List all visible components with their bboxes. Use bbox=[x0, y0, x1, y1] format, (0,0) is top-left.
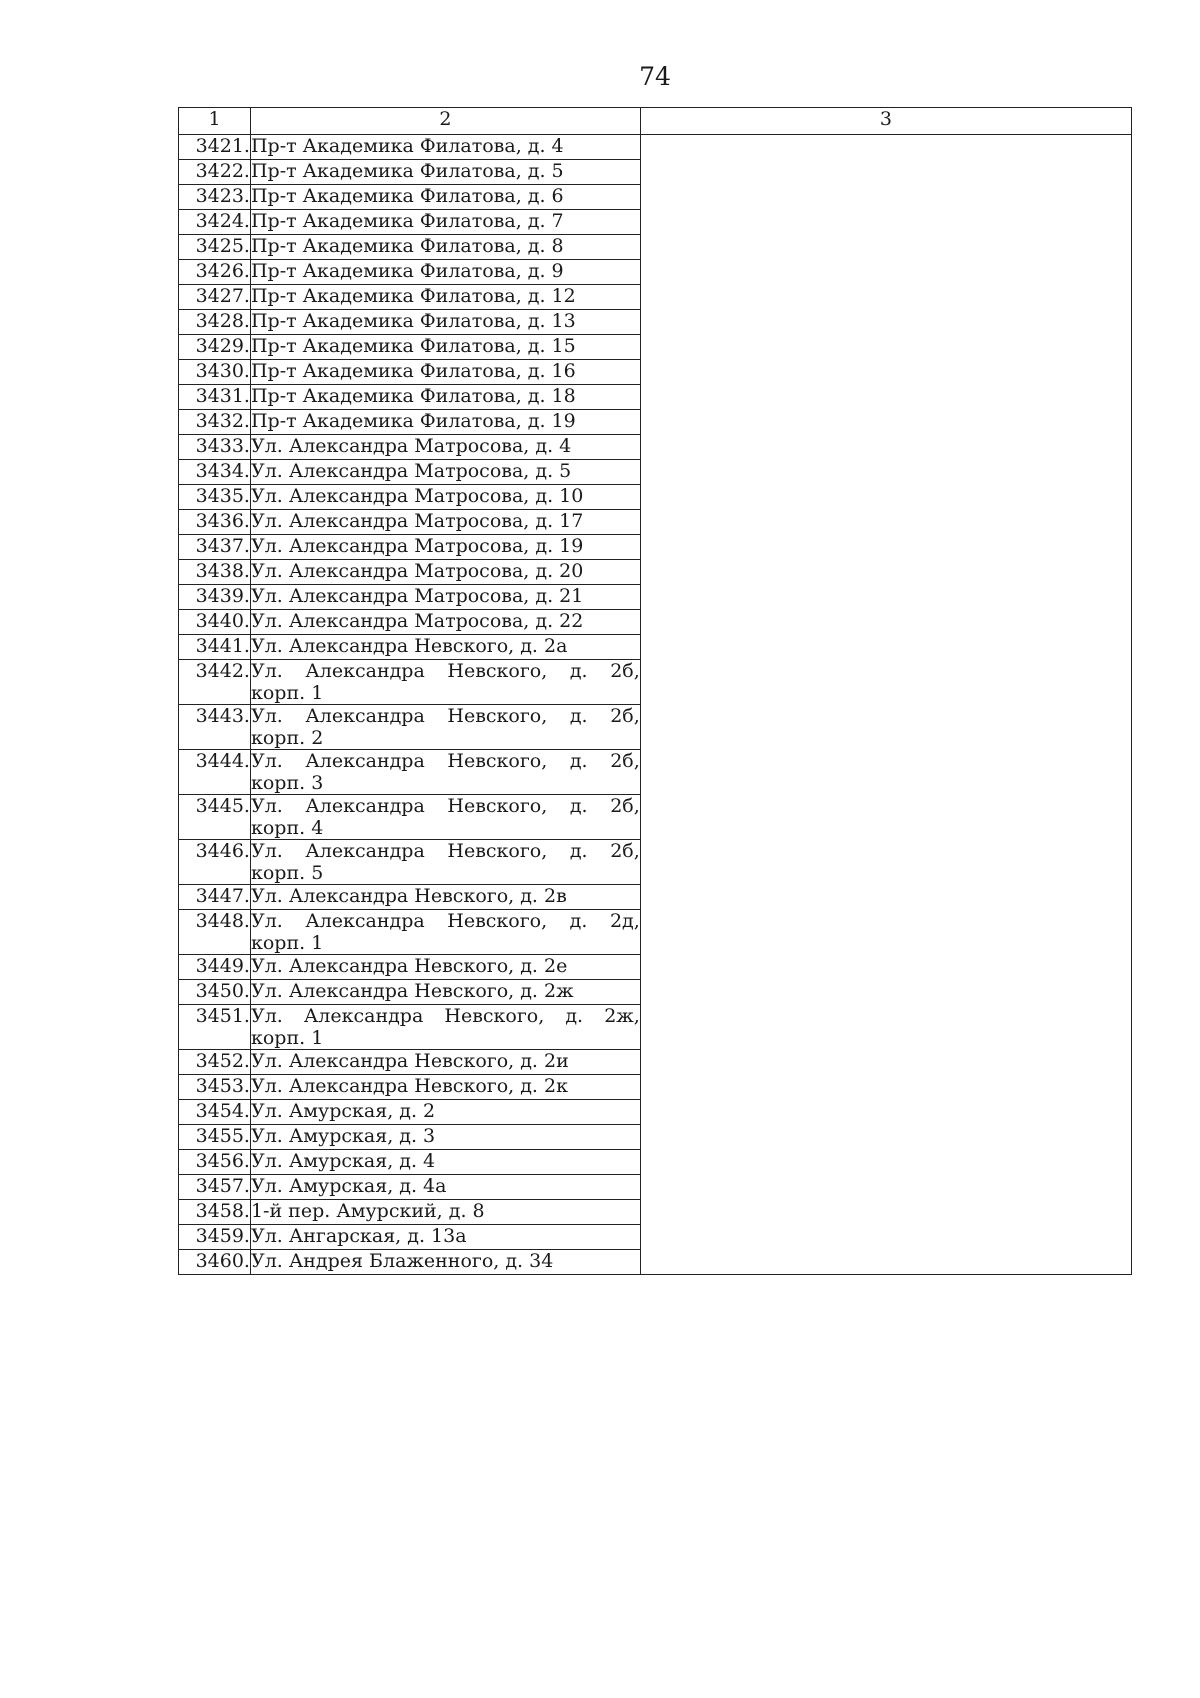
address-word: д. bbox=[569, 910, 588, 932]
address-word: д. bbox=[569, 705, 588, 727]
address-cell: Пр-т Академика Филатова, д. 15 bbox=[250, 335, 640, 360]
address-cell: Пр-т Академика Филатова, д. 4 bbox=[250, 135, 640, 160]
row-number: 3440. bbox=[179, 610, 251, 635]
address-word: Ул. bbox=[250, 660, 283, 682]
row-number: 3425. bbox=[179, 235, 251, 260]
address-cell: Пр-т Академика Филатова, д. 12 bbox=[250, 285, 640, 310]
table-body bbox=[179, 135, 1132, 1275]
row-number: 3434. bbox=[179, 460, 251, 485]
address-cell bbox=[250, 1005, 640, 1050]
row-number: 3435. bbox=[179, 485, 251, 510]
row-number: 3429. bbox=[179, 335, 251, 360]
row-number: 3438. bbox=[179, 560, 251, 585]
address-word: Александра bbox=[305, 660, 425, 682]
address-word: Ул. bbox=[250, 795, 283, 817]
address-cell: Пр-т Академика Филатова, д. 19 bbox=[250, 410, 640, 435]
row-number: 3450. bbox=[179, 980, 251, 1005]
address-word: Невского, bbox=[447, 795, 548, 817]
address-cell: Пр-т Академика Филатова, д. 13 bbox=[250, 310, 640, 335]
row-number: 3436. bbox=[179, 510, 251, 535]
address-cell: Ул. Александра Матросова, д. 21 bbox=[250, 585, 640, 610]
address-cell: Ул. Александра Матросова, д. 17 bbox=[250, 510, 640, 535]
address-word: Александра bbox=[305, 840, 425, 862]
address-word: 2б, bbox=[610, 660, 640, 682]
address-word: Александра bbox=[305, 750, 425, 772]
address-word: Ул. bbox=[250, 750, 283, 772]
address-cell: Ул. Амурская, д. 4а bbox=[250, 1175, 640, 1200]
row-number: 3426. bbox=[179, 260, 251, 285]
address-word: д. bbox=[569, 660, 588, 682]
address-word: Ул. bbox=[250, 1005, 283, 1027]
address-cell: Ул. Александра Невского, д. 2а bbox=[250, 635, 640, 660]
row-number: 3442. bbox=[179, 660, 251, 705]
row-number: 3422. bbox=[179, 160, 251, 185]
address-cell: Ул. Александра Матросова, д. 22 bbox=[250, 610, 640, 635]
address-cell: Пр-т Академика Филатова, д. 5 bbox=[250, 160, 640, 185]
row-number: 3459. bbox=[179, 1225, 251, 1250]
address-cell: Ул. Амурская, д. 2 bbox=[250, 1100, 640, 1125]
row-number: 3452. bbox=[179, 1050, 251, 1075]
row-number: 3424. bbox=[179, 210, 251, 235]
address-cell bbox=[250, 910, 640, 955]
address-line-1 bbox=[251, 750, 640, 772]
address-cell: Ул. Александра Матросова, д. 10 bbox=[250, 485, 640, 510]
address-cell bbox=[250, 750, 640, 795]
address-word: Невского, bbox=[447, 910, 548, 932]
address-cell: Пр-т Академика Филатова, д. 16 bbox=[250, 360, 640, 385]
row-number: 3441. bbox=[179, 635, 251, 660]
address-line-2: корп. 5 bbox=[250, 862, 324, 884]
address-word: д. bbox=[569, 795, 588, 817]
address-cell: Ул. Александра Невского, д. 2е bbox=[250, 955, 640, 980]
row-number: 3460. bbox=[179, 1250, 251, 1275]
address-cell: Ул. Александра Невского, д. 2и bbox=[250, 1050, 640, 1075]
address-word: 2б, bbox=[610, 705, 640, 727]
row-number: 3456. bbox=[179, 1150, 251, 1175]
address-word: д. bbox=[569, 840, 588, 862]
address-word: 2ж, bbox=[604, 1005, 640, 1027]
address-line-1 bbox=[251, 910, 640, 932]
row-number: 3427. bbox=[179, 285, 251, 310]
address-cell: Пр-т Академика Филатова, д. 6 bbox=[250, 185, 640, 210]
address-word: Невского, bbox=[447, 750, 548, 772]
column-3-cell bbox=[640, 135, 1131, 1275]
address-word: Невского, bbox=[447, 705, 548, 727]
address-cell: Ул. Александра Невского, д. 2ж bbox=[250, 980, 640, 1005]
page-number: 74 bbox=[639, 62, 671, 91]
address-cell: Ул. Александра Невского, д. 2в bbox=[250, 885, 640, 910]
address-cell: Ул. Александра Невского, д. 2к bbox=[250, 1075, 640, 1100]
row-number: 3444. bbox=[179, 750, 251, 795]
row-number: 3445. bbox=[179, 795, 251, 840]
address-cell bbox=[250, 840, 640, 885]
address-word: 2д, bbox=[609, 910, 640, 932]
row-number: 3433. bbox=[179, 435, 251, 460]
address-line-2: корп. 2 bbox=[250, 727, 324, 749]
row-number: 3447. bbox=[179, 885, 251, 910]
address-cell: Ул. Ангарская, д. 13а bbox=[250, 1225, 640, 1250]
address-word: д. bbox=[565, 1005, 584, 1027]
address-line-1 bbox=[251, 795, 640, 817]
row-number: 3423. bbox=[179, 185, 251, 210]
row-number: 3432. bbox=[179, 410, 251, 435]
table-row bbox=[179, 135, 1132, 160]
address-word: Невского, bbox=[447, 840, 548, 862]
address-line-2: корп. 1 bbox=[250, 682, 324, 704]
address-line-2: корп. 3 bbox=[250, 772, 324, 794]
address-cell: Ул. Александра Матросова, д. 4 bbox=[250, 435, 640, 460]
row-number: 3421. bbox=[179, 135, 251, 160]
address-word: д. bbox=[569, 750, 588, 772]
row-number: 3437. bbox=[179, 535, 251, 560]
row-number: 3458. bbox=[179, 1200, 251, 1225]
address-line-2: корп. 4 bbox=[250, 817, 324, 839]
row-number: 3428. bbox=[179, 310, 251, 335]
row-number: 3448. bbox=[179, 910, 251, 955]
address-word: Ул. bbox=[250, 910, 283, 932]
address-cell: Пр-т Академика Филатова, д. 8 bbox=[250, 235, 640, 260]
address-cell: 1-й пер. Амурский, д. 8 bbox=[250, 1200, 640, 1225]
address-word: Невского, bbox=[447, 660, 548, 682]
address-line-1 bbox=[251, 1005, 640, 1027]
address-word: Александра bbox=[305, 705, 425, 727]
address-line-2: корп. 1 bbox=[250, 1027, 324, 1049]
address-word: 2б, bbox=[610, 795, 640, 817]
row-number: 3454. bbox=[179, 1100, 251, 1125]
address-cell bbox=[250, 795, 640, 840]
row-number: 3457. bbox=[179, 1175, 251, 1200]
address-line-1 bbox=[251, 840, 640, 862]
address-cell: Ул. Александра Матросова, д. 20 bbox=[250, 560, 640, 585]
address-word: Александра bbox=[303, 1005, 424, 1027]
address-table bbox=[178, 107, 1132, 1275]
address-cell: Пр-т Академика Филатова, д. 9 bbox=[250, 260, 640, 285]
row-number: 3431. bbox=[179, 385, 251, 410]
address-word: 2б, bbox=[610, 840, 640, 862]
row-number: 3449. bbox=[179, 955, 251, 980]
row-number: 3453. bbox=[179, 1075, 251, 1100]
column-header-3: 3 bbox=[640, 108, 1131, 135]
address-word: Невского, bbox=[444, 1005, 545, 1027]
address-word: Ул. bbox=[250, 840, 283, 862]
address-cell bbox=[250, 660, 640, 705]
address-cell: Пр-т Академика Филатова, д. 7 bbox=[250, 210, 640, 235]
row-number: 3430. bbox=[179, 360, 251, 385]
address-word: Александра bbox=[305, 795, 425, 817]
row-number: 3443. bbox=[179, 705, 251, 750]
column-header-2: 2 bbox=[250, 108, 640, 135]
address-word: Ул. bbox=[250, 705, 283, 727]
column-header-1: 1 bbox=[179, 108, 251, 135]
address-cell: Ул. Амурская, д. 4 bbox=[250, 1150, 640, 1175]
address-cell: Ул. Александра Матросова, д. 5 bbox=[250, 460, 640, 485]
address-cell bbox=[250, 705, 640, 750]
address-cell: Ул. Александра Матросова, д. 19 bbox=[250, 535, 640, 560]
row-number: 3451. bbox=[179, 1005, 251, 1050]
address-line-1 bbox=[251, 660, 640, 682]
header-row bbox=[179, 108, 1132, 135]
address-word: 2б, bbox=[610, 750, 640, 772]
address-word: Александра bbox=[305, 910, 425, 932]
row-number: 3455. bbox=[179, 1125, 251, 1150]
address-line-1 bbox=[251, 705, 640, 727]
address-cell: Ул. Андрея Блаженного, д. 34 bbox=[250, 1250, 640, 1275]
address-line-2: корп. 1 bbox=[250, 932, 324, 954]
row-number: 3446. bbox=[179, 840, 251, 885]
address-cell: Пр-т Академика Филатова, д. 18 bbox=[250, 385, 640, 410]
address-cell: Ул. Амурская, д. 3 bbox=[250, 1125, 640, 1150]
row-number: 3439. bbox=[179, 585, 251, 610]
